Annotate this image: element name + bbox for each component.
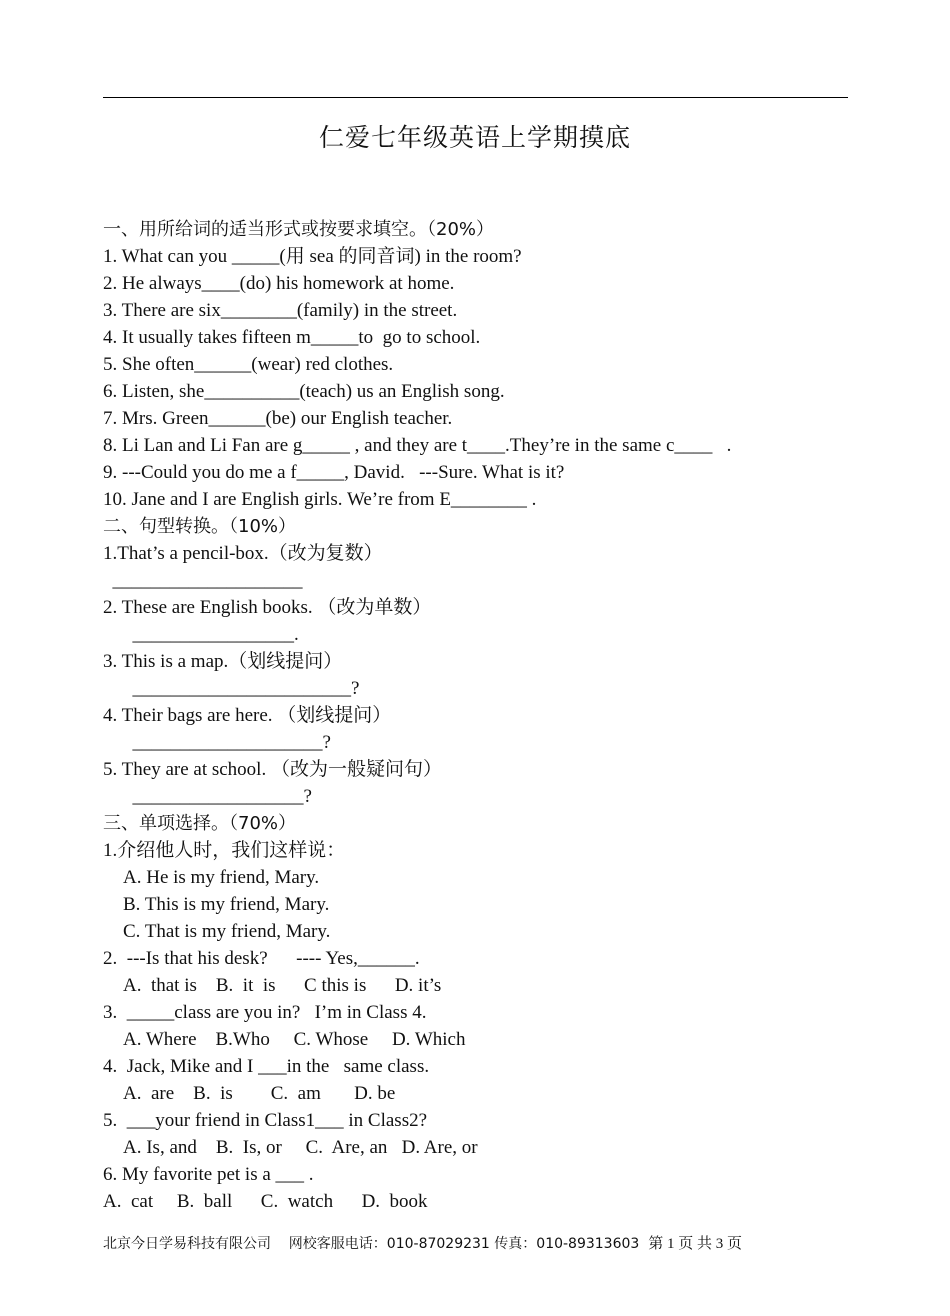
question-line: A. are B. is C. am D. be (123, 1083, 396, 1104)
question-line: 9. ---Could you do me a f_____, David. ---Sure. What is it? (103, 462, 565, 483)
exam-body (103, 216, 863, 1215)
header-rule (103, 97, 848, 98)
question-line: 2. He always____(do) his homework at home. (103, 273, 455, 294)
question-line: ____________________? (123, 732, 331, 753)
question-line: 5. They are at school. （改为一般疑问句） (103, 759, 442, 780)
question-line: 6. Listen, she__________(teach) us an English song. (103, 381, 505, 402)
question-line: 1.介绍他人时，我们这样说： (103, 840, 346, 861)
question-line: 8. Li Lan and Li Fan are g_____ , and they are t____.They’re in the same c____ . (103, 435, 732, 456)
question-line: 3. _____class are you in? I’m in Class 4. (103, 1002, 427, 1023)
question-line: A. cat B. ball C. watch D. book (103, 1191, 428, 1212)
question-line: 1. What can you _____(用 sea 的同音词) in the room? (103, 246, 522, 267)
question-line: 4. It usually takes fifteen m_____to go to school. (103, 327, 481, 348)
question-line: B. This is my friend, Mary. (123, 894, 330, 915)
question-line: A. He is my friend, Mary. (123, 867, 320, 888)
section-heading: 一、用所给词的适当形式或按要求填空。（20%） (103, 219, 495, 240)
question-line: 3. There are six________(family) in the street. (103, 300, 458, 321)
question-line: 1.That’s a pencil-box.（改为复数） (103, 543, 383, 564)
question-line: 7. Mrs. Green______(be) our English teacher. (103, 408, 453, 429)
question-line: A. Is, and B. Is, or C. Are, an D. Are, or (123, 1137, 478, 1158)
question-line: 10. Jane and I are English girls. We’re from E________ . (103, 489, 537, 510)
page-number: 第 1 页 共 3 页 (648, 1236, 742, 1252)
question-line: 6. My favorite pet is a ___ . (103, 1164, 314, 1185)
page-footer (103, 1234, 742, 1254)
question-line: _________________. (123, 624, 299, 645)
question-line: 5. ___your friend in Class1___ in Class2? (103, 1110, 428, 1131)
question-line: A. Where B.Who C. Whose D. Which (123, 1029, 466, 1050)
question-line: 3. This is a map.（划线提问） (103, 651, 343, 672)
question-line: C. That is my friend, Mary. (123, 921, 331, 942)
document-title: 仁爱七年级英语上学期摸底 (318, 123, 631, 152)
question-line: 2. ---Is that his desk? ---- Yes,______. (103, 948, 420, 969)
question-line: ____________________ (103, 570, 303, 591)
footer-contact: 北京今日学易科技有限公司 网校客服电话：010-87029231 传真：010-89313603 (103, 1236, 640, 1252)
question-line: __________________? (123, 786, 312, 807)
question-line: 4. Their bags are here. （划线提问） (103, 705, 392, 726)
section-heading: 二、句型转换。（10%） (103, 516, 297, 537)
section-heading: 三、单项选择。（70%） (103, 813, 297, 834)
question-line: _______________________? (123, 678, 360, 699)
question-line: 5. She often______(wear) red clothes. (103, 354, 394, 375)
question-line: 4. Jack, Mike and I ___in the same class. (103, 1056, 430, 1077)
question-line: A. that is B. it is C this is D. it’s (123, 975, 442, 996)
question-line: 2. These are English books. （改为单数） (103, 597, 432, 618)
